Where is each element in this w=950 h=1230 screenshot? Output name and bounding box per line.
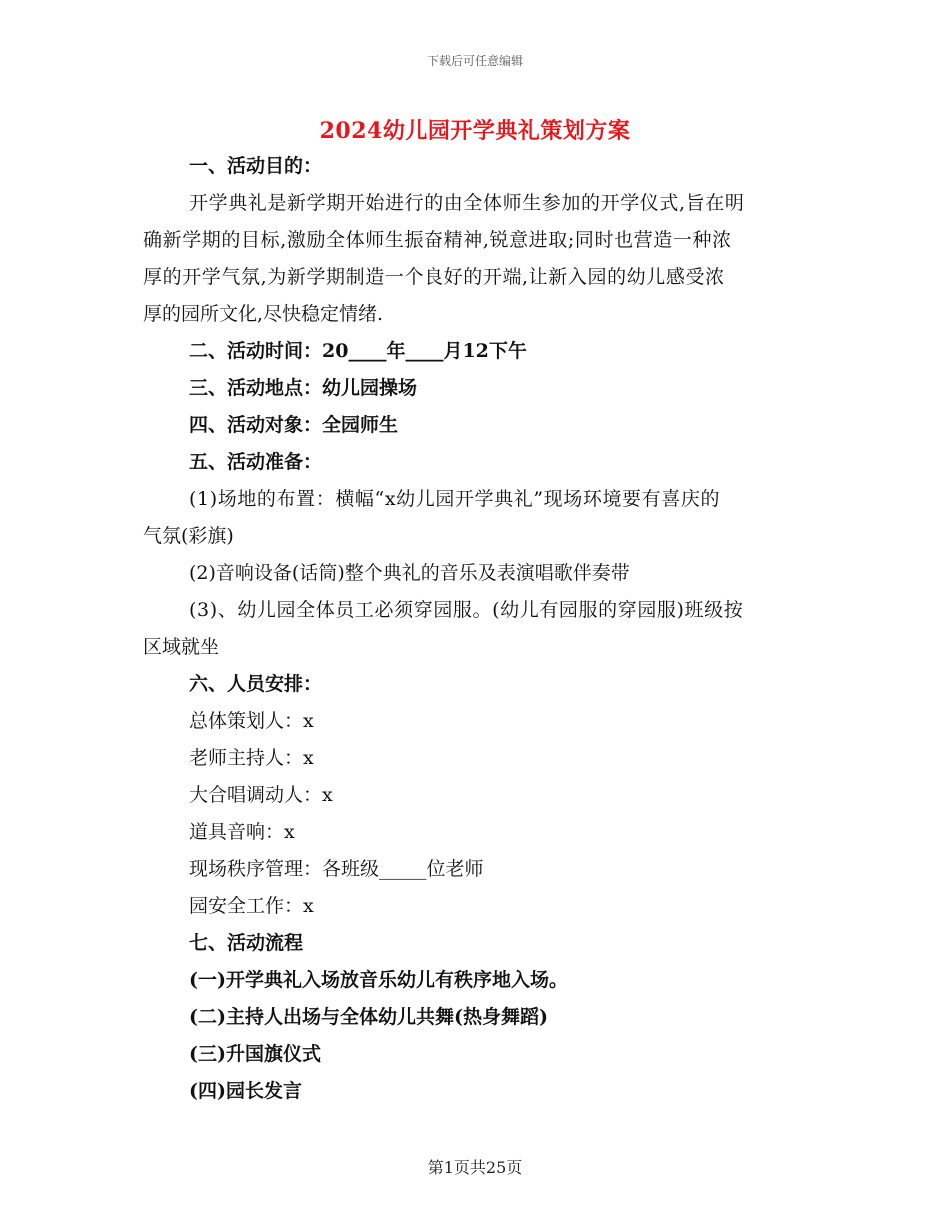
list-item: 道具音响：x <box>189 821 295 843</box>
document-title: 2024幼儿园开学典礼策划方案 <box>319 118 631 144</box>
section-heading-staff: 六、人员安排： <box>189 673 323 695</box>
paragraph-line: 厚的开学气氛,为新学期制造一个良好的开端,让新入园的幼儿感受浓 <box>143 266 725 288</box>
header-note: 下载后可任意编辑 <box>426 54 523 68</box>
paragraph-line: 厚的园所文化,尽快稳定情绪. <box>143 303 384 325</box>
page-number: 第1页共25页 <box>427 1158 523 1177</box>
list-item: 区域就坐 <box>143 636 220 658</box>
list-item: (3)、幼儿园全体员工必须穿园服。(幼儿有园服的穿园服)班级按 <box>189 599 744 621</box>
list-item: (二)主持人出场与全体幼儿共舞(热身舞蹈) <box>189 1006 548 1028</box>
section-heading-process: 七、活动流程 <box>189 932 304 954</box>
list-item: (一)开学典礼入场放音乐幼儿有秩序地入场。 <box>189 969 568 991</box>
paragraph-line: 开学典礼是新学期开始进行的由全体师生参加的开学仪式,旨在明 <box>189 192 745 214</box>
list-item: (1)场地的布置：横幅“x幼儿园开学典礼”现场环境要有喜庆的 <box>189 488 721 510</box>
list-item: 老师主持人：x <box>189 747 314 769</box>
document-body <box>143 148 808 1110</box>
section-heading-preparation: 五、活动准备： <box>189 451 323 473</box>
section-heading-purpose: 一、活动目的： <box>189 155 323 177</box>
list-item: 总体策划人：x <box>189 710 314 732</box>
list-item: (四)园长发言 <box>189 1080 302 1102</box>
list-item: 大合唱调动人：x <box>189 784 333 806</box>
section-heading-audience: 四、活动对象：全园师生 <box>189 414 399 436</box>
section-heading-location: 三、活动地点：幼儿园操场 <box>189 377 418 399</box>
list-item: 园安全工作：x <box>189 895 314 917</box>
list-item: (2)音响设备(话筒)整个典礼的音乐及表演唱歌伴奏带 <box>189 562 630 584</box>
paragraph-line: 确新学期的目标,激励全体师生振奋精神,锐意进取;同时也营造一种浓 <box>143 229 732 251</box>
list-item: (三)升国旗仪式 <box>189 1043 321 1065</box>
list-item: 气氛(彩旗) <box>143 525 234 547</box>
list-item: 现场秩序管理：各班级_____位老师 <box>189 858 484 880</box>
section-heading-time: 二、活动时间：20____年____月12下午 <box>189 340 527 362</box>
